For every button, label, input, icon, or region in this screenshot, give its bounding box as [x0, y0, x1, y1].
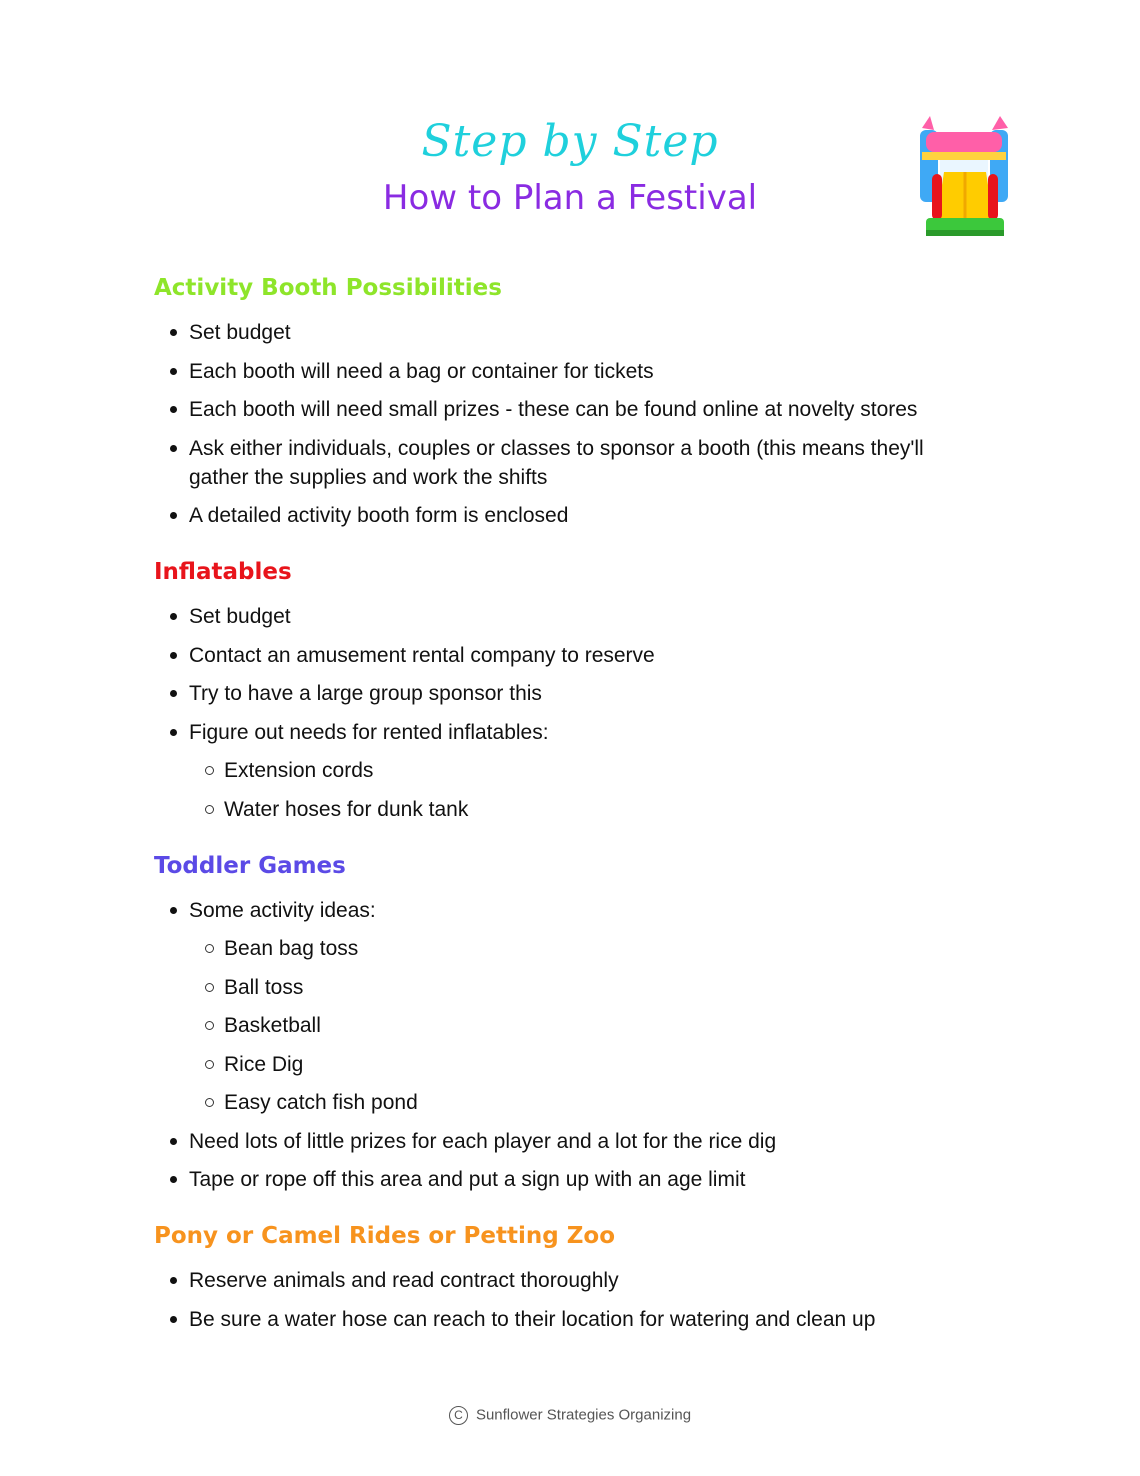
sub-list-item: Rice Dig — [154, 1050, 984, 1079]
sub-list-item: Basketball — [154, 1011, 984, 1040]
list-item: Tape or rope off this area and put a sign up with an age limit — [154, 1165, 984, 1194]
content — [154, 266, 984, 1354]
bounce-house-icon — [912, 112, 1016, 244]
section-inflatables — [154, 550, 984, 824]
list-item: Contact an amusement rental company to reserve — [154, 641, 984, 670]
list-item: Ask either individuals, couples or classes to sponsor a booth (this means they'll gather the supplies and work the shifts — [154, 434, 984, 492]
section-activity-booth — [154, 266, 984, 530]
list-item: Each booth will need a bag or container for tickets — [154, 357, 984, 386]
bullet-list — [154, 318, 984, 530]
sub-list-item: Easy catch fish pond — [154, 1088, 984, 1117]
section-title: Toddler Games — [154, 852, 346, 879]
sub-list-item: Extension cords — [154, 756, 984, 785]
list-item: Set budget — [154, 602, 984, 631]
list-item: Try to have a large group sponsor this — [154, 679, 984, 708]
list-item: Figure out needs for rented inflatables: — [154, 718, 984, 747]
sub-list-item: Ball toss — [154, 973, 984, 1002]
footer-text: Sunflower Strategies Organizing — [475, 1406, 692, 1424]
list-item: Some activity ideas: — [154, 896, 984, 925]
list-item: Reserve animals and read contract thoroughly — [154, 1266, 984, 1295]
list-item: Need lots of little prizes for each player and a lot for the rice dig — [154, 1127, 984, 1156]
footer — [0, 1406, 1140, 1425]
list-item: Each booth will need small prizes - these can be found online at novelty stores — [154, 395, 984, 424]
list-item: Be sure a water hose can reach to their location for watering and clean up — [154, 1305, 984, 1334]
list-item: Set budget — [154, 318, 984, 347]
sub-list-item: Bean bag toss — [154, 934, 984, 963]
bullet-list — [154, 896, 984, 1195]
list-item: A detailed activity booth form is enclosed — [154, 501, 984, 530]
bullet-list — [154, 1266, 984, 1334]
copyright-icon: C — [449, 1406, 468, 1425]
script-title: Step by Step — [421, 116, 719, 167]
bullet-list — [154, 602, 984, 824]
page-title: How to Plan a Festival — [382, 178, 758, 218]
section-pony-rides — [154, 1214, 984, 1334]
section-title: Pony or Camel Rides or Petting Zoo — [154, 1223, 615, 1249]
section-title: Activity Booth Possibilities — [154, 275, 502, 301]
sub-list-item: Water hoses for dunk tank — [154, 795, 984, 824]
section-title: Inflatables — [154, 559, 292, 585]
section-toddler-games — [154, 844, 984, 1195]
